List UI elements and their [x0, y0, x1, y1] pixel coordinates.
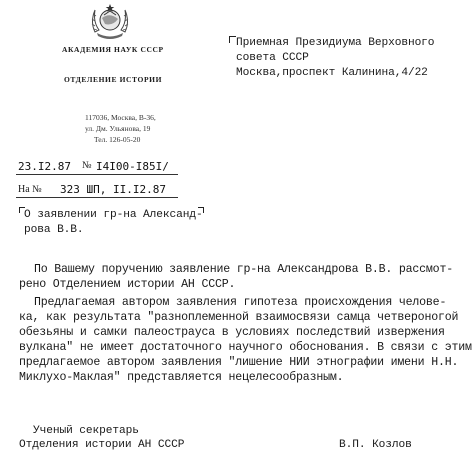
recipient-line-1: Приемная Президиума Верховного: [236, 37, 435, 49]
recipient-corner-mark: [229, 36, 236, 43]
body-p2-line-2: ка, как результата "разноплеменной взаимосвязи самца четвероногой: [19, 311, 459, 324]
body-p2-line-6: Миклухо-Маклая" представляется нецелесообразным.: [19, 371, 344, 384]
recipient-line-2: совета СССР: [236, 52, 309, 64]
address-line-1: 117036, Москва, В-36,: [85, 113, 156, 122]
signatory-title-line-2: Отделения истории АН СССР: [19, 439, 185, 451]
subject-line-2: рова В.В.: [24, 224, 84, 236]
outgoing-underline: [16, 174, 178, 175]
academy-name: АКАДЕМИЯ НАУК СССР: [62, 45, 164, 54]
signatory-title-line-1: Ученый секретарь: [33, 425, 139, 437]
department-name: ОТДЕЛЕНИЕ ИСТОРИИ: [64, 75, 162, 84]
body-p2-line-5: предлагаемое автором заявления "лишение НИИ этнографии имени Н.Н.: [19, 356, 459, 369]
body-p1-line-1: По Вашему поручению заявление гр-на Александрова В.В. рассмот-: [34, 263, 453, 276]
body-p1-line-2: рено Отделением истории АН СССР.: [19, 278, 236, 291]
body-p2-line-4: вулкана" не имеет достаточного научного обоснования. В связи с этим: [19, 341, 472, 354]
outgoing-number-label: №: [82, 160, 92, 171]
signatory-name: В.П. Козлов: [339, 439, 412, 451]
outgoing-date: 23.I2.87: [18, 160, 71, 173]
body-p2-line-1: Предлагаемая автором заявления гипотеза происхождения челове-: [34, 296, 447, 309]
address-line-2: ул. Дм. Ульянова, 19: [85, 124, 151, 133]
reply-underline: [16, 197, 178, 198]
subject-line-1: О заявлении гр-на Александ-: [24, 209, 203, 221]
ussr-coat-of-arms-icon: [87, 2, 133, 42]
address-phone: Тел. 126-05-20: [94, 135, 141, 144]
reply-number: 323 ШП, II.I2.87: [60, 183, 166, 196]
body-p2-line-3: обезьяны и самки палеострауса в условиях последствий извержения: [19, 326, 445, 339]
recipient-line-3: Москва,проспект Калинина,4/22: [236, 67, 428, 79]
reply-number-label: На №: [18, 184, 42, 195]
outgoing-number: I4I00-I85I/: [96, 160, 169, 173]
